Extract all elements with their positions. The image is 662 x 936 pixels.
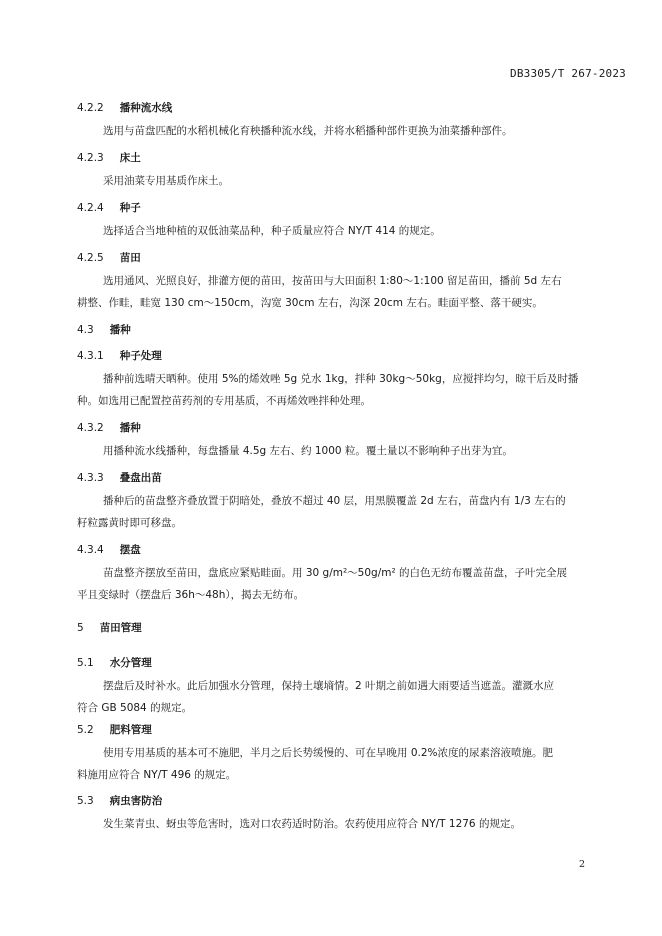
- section-paragraph: [77, 270, 562, 314]
- page-number: 2: [578, 859, 585, 870]
- section-number: 5.1: [77, 657, 94, 669]
- section-paragraph: [77, 120, 545, 142]
- section-number: 4.3.3: [77, 472, 104, 484]
- section-heading: [77, 722, 152, 737]
- section-number: 4.2.4: [77, 202, 104, 214]
- paragraph-line: 符合 GB 5084 的规定。: [77, 702, 193, 714]
- section-title: 叠盘出苗: [119, 472, 162, 484]
- section-heading: [77, 322, 131, 337]
- paragraph-line: 摆盘后及时补水。此后加强水分管理，保持土壤墒情。2 叶期之前如遇大雨要适当遮盖。灌溉水应: [103, 680, 555, 692]
- paragraph-line: 种。如选用已配置控苗药剂的专用基质，不再烯效唑拌种处理。: [77, 395, 371, 407]
- section-title: 病虫害防治: [109, 795, 163, 807]
- section-paragraph: [77, 440, 545, 462]
- section-title: 种子处理: [119, 350, 162, 362]
- section-title: 播种: [119, 422, 141, 434]
- section-number: 5: [77, 622, 84, 634]
- paragraph-line: 使用专用基质的基本可不施肥，半月之后长势缓慢的、可在早晚用 0.2%浓度的尿素溶液喷施。肥: [103, 747, 554, 759]
- section-title: 床土: [119, 152, 141, 164]
- section-title: 肥料管理: [109, 724, 152, 736]
- section-number: 4.3.4: [77, 544, 104, 556]
- section-title: 播种: [109, 324, 131, 336]
- section-paragraph: [77, 368, 579, 412]
- paragraph-line: 播种前选晴天晒种。使用 5%的烯效唑 5g 兑水 1kg，拌种 30kg～50kg，应搅拌均匀，晾干后及时播: [103, 373, 579, 385]
- section-title: 播种流水线: [119, 102, 173, 114]
- section-heading: [77, 348, 162, 363]
- section-heading: [77, 470, 162, 485]
- section-number: 5.2: [77, 724, 94, 736]
- paragraph-line: 选择适合当地种植的双低油菜品种，种子质量应符合 NY/T 414 的规定。: [103, 225, 441, 237]
- section-number: 4.2.3: [77, 152, 104, 164]
- section-paragraph: [77, 562, 568, 606]
- section-title: 摆盘: [119, 544, 141, 556]
- section-heading: [77, 542, 141, 557]
- section-number: 4.2.5: [77, 252, 104, 264]
- section-title: 水分管理: [109, 657, 152, 669]
- paragraph-line: 选用通风、光照良好，排灌方便的苗田，按苗田与大田面积 1:80～1:100 留足苗田，播前 5d 左右: [103, 275, 562, 287]
- section-title: 种子: [119, 202, 141, 214]
- section-paragraph: [77, 675, 555, 719]
- section-heading: [77, 793, 162, 808]
- paragraph-line: 籽粒露黄时即可移盘。: [77, 517, 182, 529]
- paragraph-line: 平且变绿时（摆盘后 36h～48h），揭去无纺布。: [77, 589, 305, 601]
- section-paragraph: [77, 742, 554, 786]
- section-number: 4.2.2: [77, 102, 104, 114]
- section-number: 5.3: [77, 795, 94, 807]
- section-heading: [77, 250, 141, 265]
- paragraph-line: 播种后的苗盘整齐叠放置于阴暗处，叠放不超过 40 层，用黑膜覆盖 2d 左右，苗盘内有 1/3 左右的: [103, 495, 566, 507]
- section-title: 苗田: [119, 252, 141, 264]
- section-paragraph: [77, 490, 566, 534]
- section-number: 4.3: [77, 324, 94, 336]
- section-number: 4.3.1: [77, 350, 104, 362]
- paragraph-line: 苗盘整齐摆放至苗田，盘底应紧贴畦面。用 30 g/m²～50g/m² 的白色无纺布覆盖苗盘，子叶完全展: [103, 567, 568, 579]
- section-heading: [77, 420, 141, 435]
- paragraph-line: 发生菜青虫、蚜虫等危害时，选对口农药适时防治。农药使用应符合 NY/T 1276 的规定。: [103, 818, 521, 830]
- section-paragraph: [77, 813, 545, 835]
- document-code: DB3305/T 267-2023: [510, 67, 626, 80]
- section-heading: [77, 100, 172, 115]
- section-number: 4.3.2: [77, 422, 104, 434]
- section-paragraph: [77, 170, 545, 192]
- section-paragraph: [77, 220, 545, 242]
- paragraph-line: 料施用应符合 NY/T 496 的规定。: [77, 769, 237, 781]
- section-heading: [77, 655, 152, 670]
- paragraph-line: 用播种流水线播种，每盘播量 4.5g 左右、约 1000 粒。覆土量以不影响种子出芽为宜。: [103, 445, 513, 457]
- paragraph-line: 耕整、作畦，畦宽 130 cm～150cm，沟宽 30cm 左右，沟深 20cm 左右。畦面平整、落干硬实。: [77, 297, 543, 309]
- section-heading: [77, 150, 141, 165]
- section-title: 苗田管理: [99, 622, 142, 634]
- paragraph-line: 选用与苗盘匹配的水稻机械化育秧播种流水线，并将水稻播种部件更换为油菜播种部件。: [103, 125, 513, 137]
- section-heading: [77, 200, 141, 215]
- section-heading: [77, 620, 142, 635]
- paragraph-line: 采用油菜专用基质作床土。: [103, 175, 229, 187]
